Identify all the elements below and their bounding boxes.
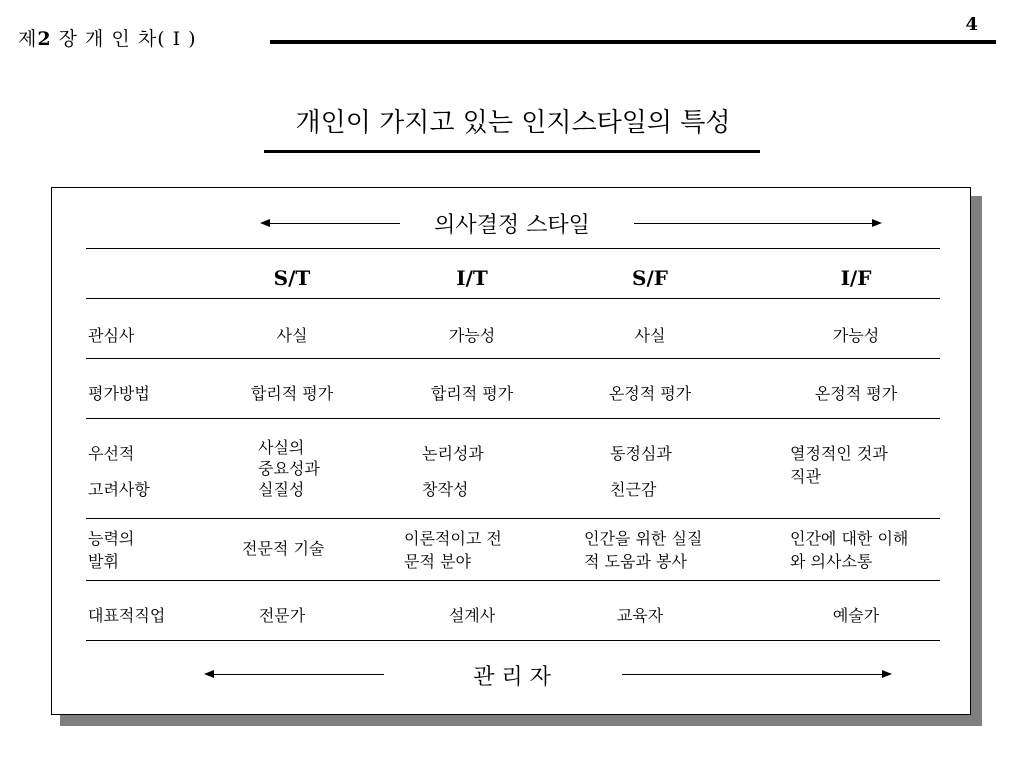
table-cell: 동정심과 [610, 444, 672, 463]
table-cell: 열정적인 것과 [790, 444, 888, 463]
bottom-axis-label: 관 리 자 [473, 665, 551, 690]
column-header-st: S/T [273, 266, 311, 290]
column-header-sf: S/F [632, 266, 668, 290]
page-number: 4 [965, 14, 978, 35]
table-cell: 사실의 [258, 438, 305, 457]
table-cell: 적 도움과 봉사 [584, 552, 687, 571]
row-divider [86, 518, 940, 519]
row-divider [86, 640, 940, 641]
column-header-it: I/T [456, 266, 488, 290]
table-cell: 합리적 평가 [250, 384, 334, 403]
chapter-number: 2 [37, 28, 52, 50]
table-cell: 교육자 [616, 606, 664, 625]
bottom-axis-right-line [622, 674, 884, 675]
table-cell: 이론적이고 전 [404, 529, 502, 548]
header-rule [270, 40, 996, 44]
row-divider [86, 418, 940, 419]
bottom-axis-left-line [212, 674, 384, 675]
table-cell: 중요성과 [258, 459, 320, 478]
row-label-priority-cont: 고려사항 [88, 480, 150, 499]
row-label-priority: 우선적 [88, 444, 135, 463]
table-cell: 온정적 평가 [608, 384, 692, 403]
table-cell: 설계사 [448, 606, 496, 625]
chapter-suffix: ( I ) [157, 28, 197, 50]
table-cell: 전문가 [258, 606, 306, 625]
top-axis-left-line [268, 223, 400, 224]
table-cell: 전문적 기술 [242, 539, 325, 558]
row-label-evaluation: 평가방법 [88, 384, 150, 403]
right-arrowhead-icon [882, 670, 892, 678]
table-cell: 직관 [790, 467, 821, 486]
table-cell: 온정적 평가 [814, 384, 898, 403]
top-axis-label: 의사결정 스타일 [434, 213, 590, 238]
row-label-ability: 능력의 [88, 529, 135, 548]
table-cell: 가능성 [832, 326, 880, 345]
row-divider [86, 358, 940, 359]
table-cell: 인간에 대한 이해 [790, 529, 909, 548]
chapter-prefix: 제 [18, 28, 38, 50]
row-label-occupation: 대표적직업 [88, 606, 166, 625]
table-cell: 합리적 평가 [430, 384, 514, 403]
title-underline [264, 150, 760, 153]
table-cell: 실질성 [258, 480, 305, 499]
table-cell: 문적 분야 [404, 552, 471, 571]
table-cell: 가능성 [448, 326, 496, 345]
table-cell: 논리성과 [422, 444, 484, 463]
table-cell: 사실 [276, 326, 308, 345]
chapter-heading [18, 24, 197, 51]
table-cell: 창작성 [422, 480, 469, 499]
table-cell: 친근감 [610, 480, 657, 499]
row-label-ability-cont: 발휘 [88, 552, 119, 571]
row-divider [86, 580, 940, 581]
row-divider [86, 248, 940, 249]
style-table-panel [51, 187, 971, 715]
column-header-if: I/F [840, 266, 872, 290]
right-arrowhead-icon [872, 219, 882, 227]
table-cell: 와 의사소통 [790, 552, 873, 571]
table-cell: 사실 [634, 326, 666, 345]
chapter-text: 장 개 인 차 [58, 28, 158, 50]
row-label-interest: 관심사 [88, 326, 135, 345]
top-axis-right-line [634, 223, 874, 224]
table-cell: 인간을 위한 실질 [584, 529, 703, 548]
row-divider [86, 298, 940, 299]
table-cell: 예술가 [832, 606, 880, 625]
page-title: 개인이 가지고 있는 인지스타일의 특성 [295, 108, 731, 138]
